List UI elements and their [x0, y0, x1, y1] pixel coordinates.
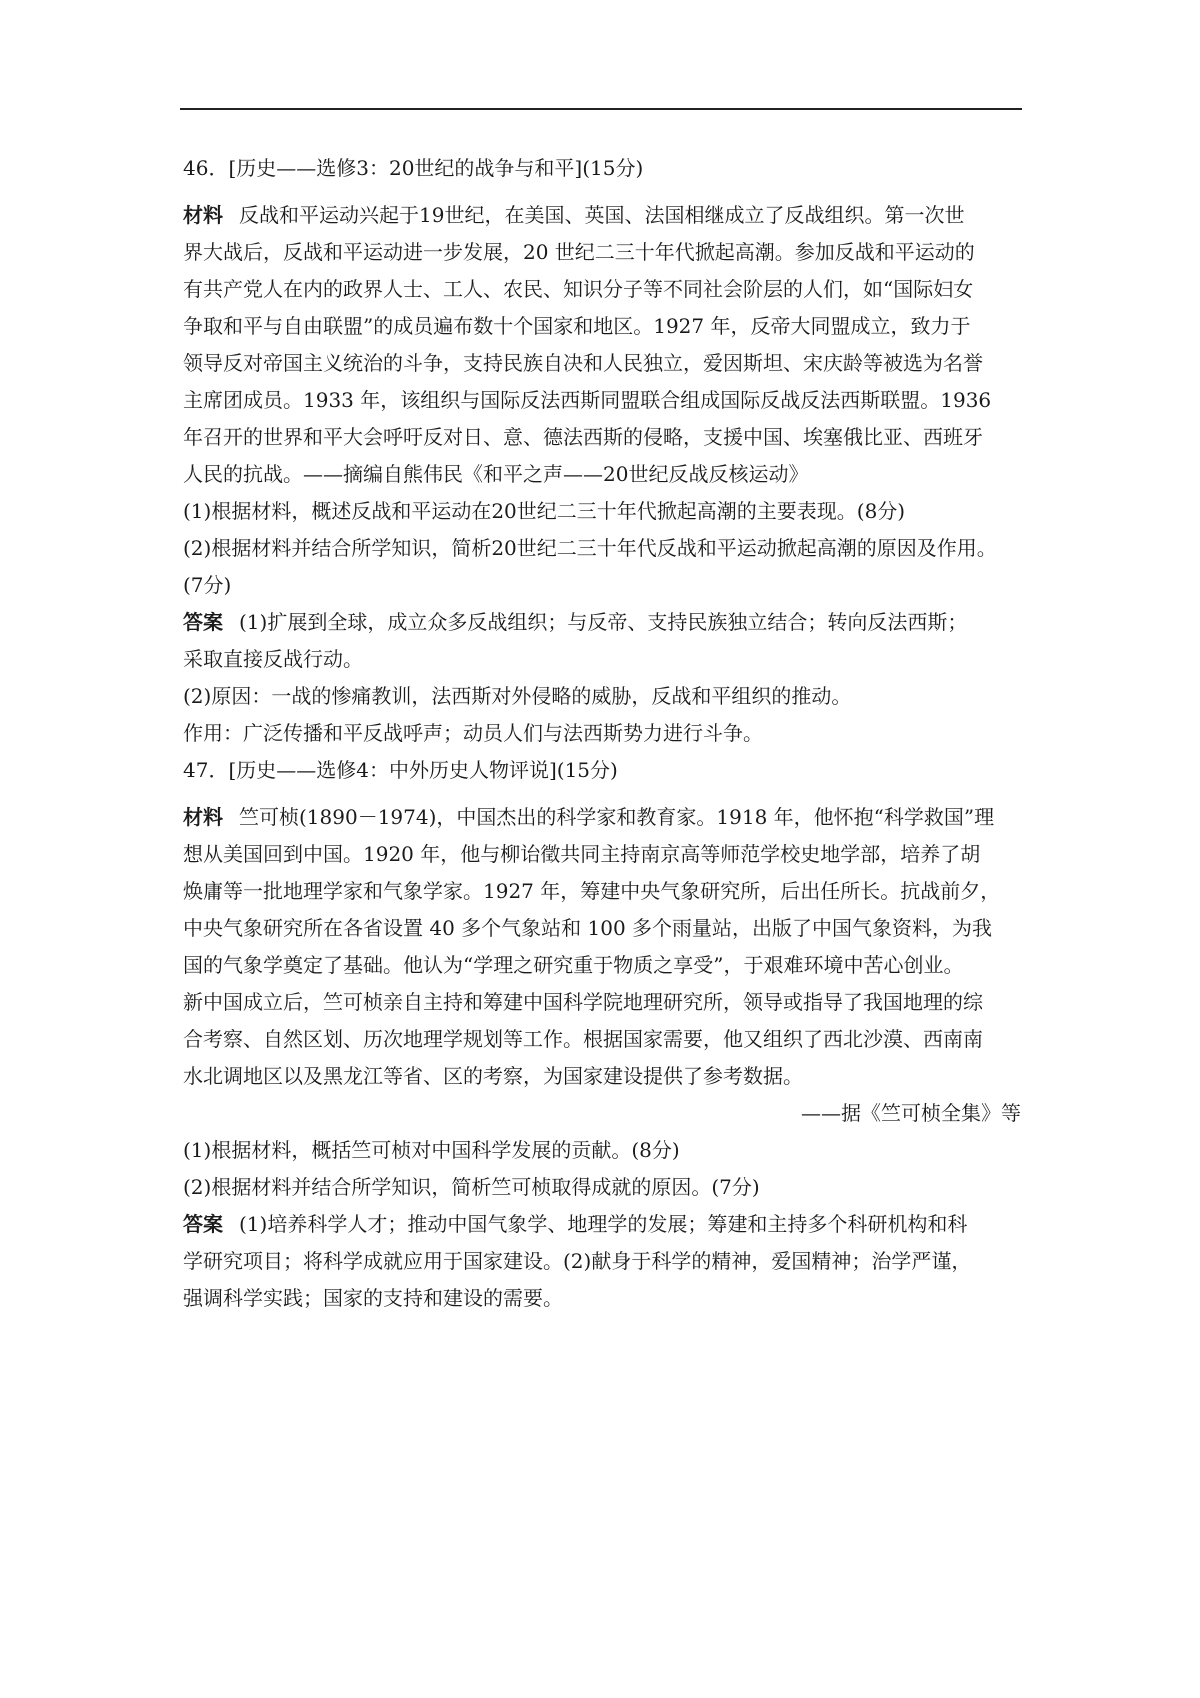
- q46-material-line: 领导反对帝国主义统治的斗争，支持民族自决和人民独立，爱因斯坦、宋庆龄等被选为名誉: [183, 351, 983, 375]
- q46-material-line: 反战和平运动兴起于19世纪，在美国、英国、法国相继成立了反战组织。第一次世: [239, 203, 965, 227]
- q46-answer-line: 作用：广泛传播和平反战呼声；动员人们与法西斯势力进行斗争。: [183, 721, 763, 745]
- q47-material-line: 新中国成立后，竺可桢亲自主持和筹建中国科学院地理研究所，领导或指导了我国地理的综: [183, 990, 983, 1014]
- q47-material-line: 中央气象研究所在各省设置 40 多个气象站和 100 多个雨量站，出版了中国气象资料，为我: [183, 916, 993, 940]
- q47-material-line: 焕庸等一批地理学家和气象学家。1927 年，筹建中央气象研究所，后出任所长。抗战前夕，: [183, 879, 1001, 903]
- q47-material-line: 竺可桢(1890－1974)，中国杰出的科学家和教育家。1918 年，他怀抱“科学救国”理: [239, 805, 995, 829]
- q46-material-line: 界大战后，反战和平运动进一步发展，20 世纪二三十年代掀起高潮。参加反战和平运动的: [183, 240, 975, 264]
- q46-heading: 46．[历史——选修3：20世纪的战争与和平](15分): [183, 156, 644, 180]
- q46-answer-label: 答案: [183, 610, 223, 634]
- q47-answer-line: (1)培养科学人才；推动中国气象学、地理学的发展；筹建和主持多个科研机构和科: [239, 1212, 968, 1236]
- q46-subquestion-1: (1)根据材料，概述反战和平运动在20世纪二三十年代掀起高潮的主要表现。(8分): [183, 499, 906, 523]
- q46-material-line: 人民的抗战。——摘编自熊伟民《和平之声——20世纪反战反核运动》: [183, 462, 809, 486]
- q47-material-line: 想从美国回到中国。1920 年，他与柳诒徵共同主持南京高等师范学校史地学部，培养了胡: [183, 842, 981, 866]
- q46-material-line: 有共产党人在内的政界人士、工人、农民、知识分子等不同社会阶层的人们，如“国际妇女: [183, 277, 974, 301]
- q46-material-line: 争取和平与自由联盟”的成员遍布数十个国家和地区。1927 年，反帝大同盟成立，致力于: [183, 314, 971, 338]
- q47-material-line: 国的气象学奠定了基础。他认为“学理之研究重于物质之享受”，于艰难环境中苦心创业。: [183, 953, 964, 977]
- q47-answer-line: 强调科学实践；国家的支持和建设的需要。: [183, 1286, 563, 1310]
- q47-material-label: 材料: [183, 805, 223, 829]
- q46-answer-line: (1)扩展到全球，成立众多反战组织；与反帝、支持民族独立结合；转向反法西斯；: [239, 610, 968, 634]
- document-body: [183, 150, 1021, 1317]
- q46-answer-line: 采取直接反战行动。: [183, 647, 363, 671]
- q46-answer-line: (2)原因：一战的惨痛教训，法西斯对外侵略的威胁，反战和平组织的推动。: [183, 684, 852, 708]
- q47-source: ——据《竺可桢全集》等: [801, 1101, 1021, 1125]
- q46-material-line: 主席团成员。1933 年，该组织与国际反法西斯同盟联合组成国际反战反法西斯联盟。1936: [183, 388, 992, 412]
- header-rule: [180, 108, 1022, 110]
- q46-subquestion-2-points: (7分): [183, 573, 232, 597]
- q47-answer-label: 答案: [183, 1212, 223, 1236]
- q46-material-line: 年召开的世界和平大会呼吁反对日、意、德法西斯的侵略，支援中国、埃塞俄比亚、西班牙: [183, 425, 983, 449]
- q47-subquestion-2: (2)根据材料并结合所学知识，简析竺可桢取得成就的原因。(7分): [183, 1175, 760, 1199]
- q47-material-line: 合考察、自然区划、历次地理学规划等工作。根据国家需要，他又组织了西北沙漠、西南南: [183, 1027, 983, 1051]
- q47-material-line: 水北调地区以及黑龙江等省、区的考察，为国家建设提供了参考数据。: [183, 1064, 803, 1088]
- q46-subquestion-2: (2)根据材料并结合所学知识，简析20世纪二三十年代反战和平运动掀起高潮的原因及作用。: [183, 536, 997, 560]
- q47-answer-line: 学研究项目；将科学成就应用于国家建设。(2)献身于科学的精神，爱国精神；治学严谨，: [183, 1249, 972, 1273]
- q47-heading: 47．[历史——选修4：中外历史人物评说](15分): [183, 758, 618, 782]
- q47-subquestion-1: (1)根据材料，概括竺可桢对中国科学发展的贡献。(8分): [183, 1138, 680, 1162]
- q46-material-label: 材料: [183, 203, 223, 227]
